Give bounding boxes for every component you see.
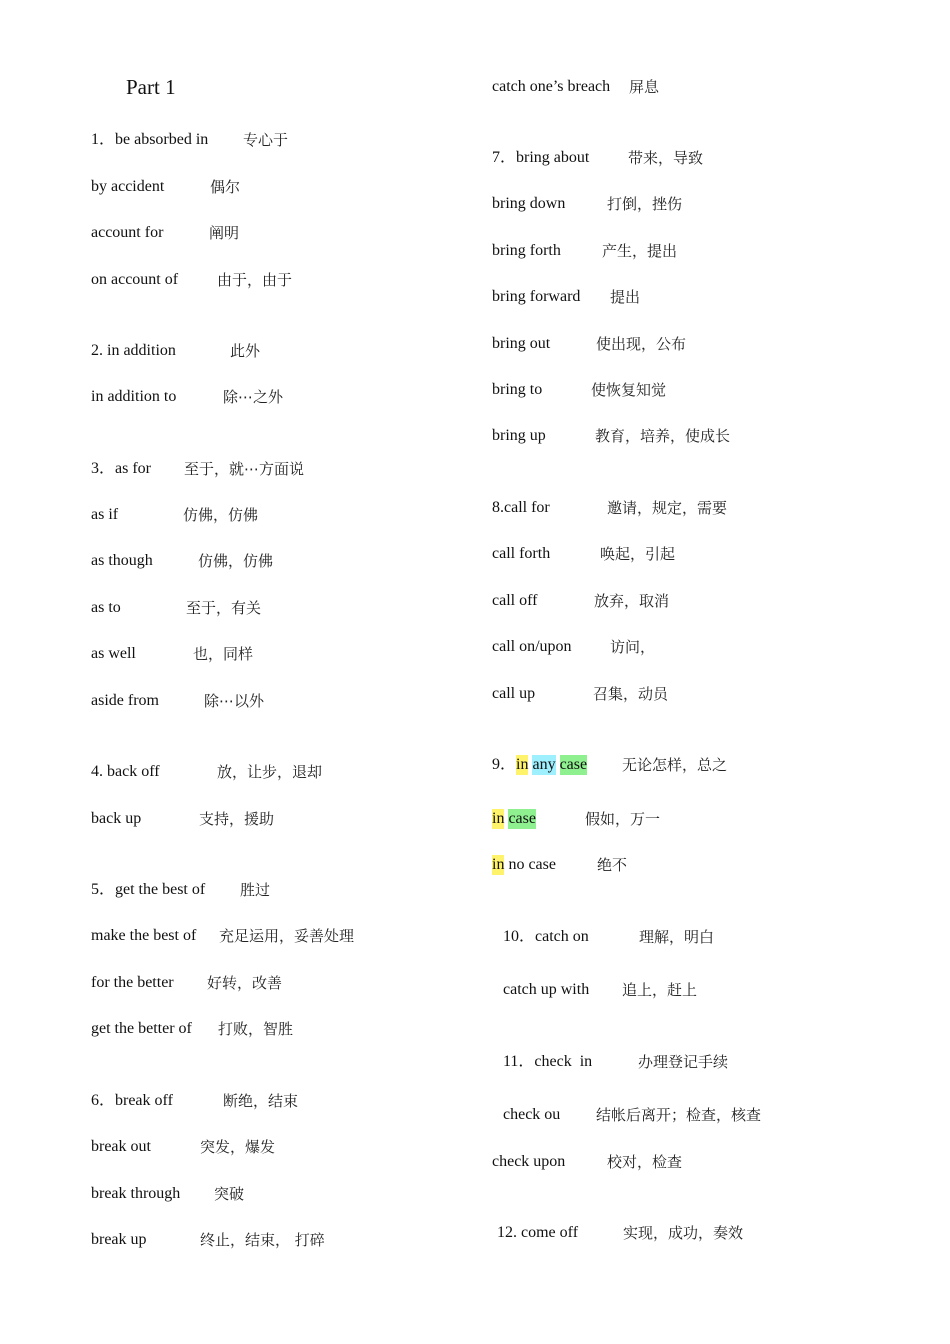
phrase-zh: 放，让步，退却 bbox=[217, 763, 323, 781]
phrase-en: call off bbox=[492, 592, 538, 609]
phrase-entry bbox=[91, 1137, 276, 1157]
phrase-en: 4. back off bbox=[91, 763, 160, 780]
phrase-entry bbox=[492, 684, 669, 704]
phrase-en: bring forth bbox=[492, 242, 561, 259]
phrase-en-number: 9． bbox=[492, 756, 517, 773]
phrase-zh: 绝不 bbox=[597, 856, 628, 874]
phrase-zh: 结帐后离开；检查，核查 bbox=[596, 1106, 762, 1124]
phrase-en: get the better of bbox=[91, 1020, 192, 1037]
highlighted-word: in bbox=[516, 756, 529, 773]
phrase-zh: 胜过 bbox=[240, 881, 271, 899]
phrase-en: in addition to bbox=[91, 388, 177, 405]
phrase-entry bbox=[91, 809, 275, 829]
phrase-entry bbox=[492, 426, 731, 446]
phrase-zh: 好转，改善 bbox=[207, 974, 283, 992]
phrase-entry bbox=[492, 755, 728, 775]
phrase-en: catch up with bbox=[503, 981, 590, 998]
phrase-zh: 支持，援助 bbox=[199, 810, 275, 828]
phrase-zh: 除⋯之外 bbox=[223, 388, 284, 406]
page-title: Part 1 bbox=[126, 75, 176, 99]
phrase-en: 7．bring about bbox=[492, 149, 590, 166]
phrase-zh: 仿佛，仿佛 bbox=[198, 552, 274, 570]
phrase-entry bbox=[91, 177, 241, 197]
phrase-entry bbox=[91, 598, 262, 618]
phrase-zh: 假如，万一 bbox=[585, 810, 661, 828]
phrase-zh: 偶尔 bbox=[210, 178, 241, 196]
highlighted-word: any bbox=[532, 756, 556, 773]
phrase-en: as to bbox=[91, 599, 121, 616]
phrase-en: 12. come off bbox=[497, 1224, 579, 1241]
phrase-en: as if bbox=[91, 506, 119, 523]
phrase-zh: 放弃，取消 bbox=[594, 592, 670, 610]
phrase-zh: 实现，成功，奏效 bbox=[623, 1224, 744, 1242]
phrase-en: 8.call for bbox=[492, 499, 550, 516]
phrase-entry bbox=[492, 637, 656, 657]
phrase-zh: 仿佛，仿佛 bbox=[183, 506, 259, 524]
phrase-en: check ou bbox=[503, 1106, 561, 1123]
phrase-zh: 使恢复知觉 bbox=[591, 381, 667, 399]
phrase-entry bbox=[503, 1105, 762, 1125]
phrase-entry bbox=[91, 270, 293, 290]
phrase-entry bbox=[91, 1184, 245, 1204]
phrase-en: 2. in addition bbox=[91, 342, 176, 359]
phrase-en: 3．as for bbox=[91, 460, 151, 477]
phrase-zh: 打败，智胜 bbox=[218, 1020, 294, 1038]
phrase-entry bbox=[91, 223, 240, 243]
phrase-entry bbox=[91, 880, 271, 900]
phrase-en: catch one’s breach bbox=[492, 78, 611, 95]
phrase-entry bbox=[91, 1091, 299, 1111]
phrase-entry bbox=[503, 927, 715, 947]
phrase-zh: 唤起，引起 bbox=[600, 545, 676, 563]
phrase-en: bring up bbox=[492, 427, 546, 444]
phrase-entry bbox=[492, 287, 641, 307]
phrase-entry bbox=[492, 1152, 683, 1172]
phrase-en: as well bbox=[91, 645, 136, 662]
phrase-en: account for bbox=[91, 224, 164, 241]
phrase-en: on account of bbox=[91, 271, 179, 288]
phrase-en: call forth bbox=[492, 545, 551, 562]
phrase-zh: 打倒，挫伤 bbox=[607, 195, 683, 213]
phrase-en: aside from bbox=[91, 692, 159, 709]
phrase-en: call on/upon bbox=[492, 638, 572, 655]
phrase-entry bbox=[91, 505, 259, 525]
phrase-entry bbox=[91, 762, 323, 782]
phrase-zh: 至于，有关 bbox=[186, 599, 262, 617]
phrase-zh: 屏息 bbox=[629, 78, 660, 96]
phrase-en: check upon bbox=[492, 1153, 566, 1170]
phrase-zh: 专心于 bbox=[243, 131, 289, 149]
phrase-zh: 突发，爆发 bbox=[200, 1138, 276, 1156]
phrase-zh: 此外 bbox=[230, 342, 261, 360]
phrase-zh: 由于，由于 bbox=[217, 271, 293, 289]
phrase-zh: 使出现，公布 bbox=[596, 335, 687, 353]
phrase-entry bbox=[91, 644, 254, 664]
phrase-entry bbox=[497, 1223, 744, 1243]
phrase-entry bbox=[492, 544, 676, 564]
phrase-en: call up bbox=[492, 685, 536, 702]
phrase-en: bring down bbox=[492, 195, 566, 212]
phrase-entry bbox=[91, 130, 289, 150]
phrase-zh: 校对，检查 bbox=[607, 1153, 683, 1171]
phrase-zh: 召集，动员 bbox=[593, 685, 669, 703]
phrase-en: break out bbox=[91, 1138, 151, 1155]
phrase-en: 1．be absorbed in bbox=[91, 131, 209, 148]
phrase-zh: 充足运用，妥善处理 bbox=[219, 927, 355, 945]
phrase-entry bbox=[492, 194, 683, 214]
phrase-entry bbox=[91, 926, 355, 946]
phrase-zh: 断绝，结束 bbox=[223, 1092, 299, 1110]
phrase-entry bbox=[492, 148, 704, 168]
phrase-en: break through bbox=[91, 1185, 181, 1202]
phrase-en: no case bbox=[504, 856, 556, 873]
phrase-entry bbox=[503, 1052, 729, 1072]
phrase-en: break up bbox=[91, 1231, 147, 1248]
phrase-en: 6．break off bbox=[91, 1092, 173, 1109]
phrase-entry bbox=[503, 980, 698, 1000]
highlighted-word: in bbox=[492, 856, 505, 873]
phrase-en: as though bbox=[91, 552, 153, 569]
phrase-entry bbox=[492, 855, 628, 875]
phrase-entry bbox=[91, 1019, 294, 1039]
phrase-entry bbox=[91, 551, 274, 571]
phrase-en: by accident bbox=[91, 178, 165, 195]
phrase-zh: 除⋯以外 bbox=[204, 692, 265, 710]
phrase-entry bbox=[492, 241, 678, 261]
phrase-en: bring to bbox=[492, 381, 543, 398]
phrase-entry bbox=[492, 380, 667, 400]
phrase-zh: 突破 bbox=[214, 1185, 245, 1203]
highlighted-word: in bbox=[492, 810, 505, 827]
phrase-zh: 邀请，规定，需要 bbox=[607, 499, 728, 517]
phrase-en: 5．get the best of bbox=[91, 881, 206, 898]
phrase-zh: 教育，培养，使成长 bbox=[595, 427, 731, 445]
phrase-entry bbox=[492, 591, 670, 611]
phrase-entry bbox=[492, 809, 661, 829]
phrase-zh: 追上，赶上 bbox=[622, 981, 698, 999]
phrase-zh: 提出 bbox=[610, 288, 641, 306]
phrase-zh: 终止，结束， 打碎 bbox=[200, 1231, 325, 1249]
phrase-zh: 阐明 bbox=[209, 224, 240, 242]
phrase-entry bbox=[91, 341, 261, 361]
phrase-entry bbox=[492, 498, 728, 518]
phrase-entry bbox=[492, 334, 687, 354]
phrase-entry bbox=[91, 387, 284, 407]
phrase-en: for the better bbox=[91, 974, 174, 991]
phrase-en: 11．check in bbox=[503, 1053, 593, 1070]
phrase-zh: 至于，就⋯方面说 bbox=[184, 460, 305, 478]
phrase-entry bbox=[91, 1230, 325, 1250]
phrase-zh: 无论怎样，总之 bbox=[622, 756, 728, 774]
phrase-zh: 办理登记手续 bbox=[638, 1053, 729, 1071]
phrase-zh: 产生，提出 bbox=[602, 242, 678, 260]
phrase-en: make the best of bbox=[91, 927, 197, 944]
phrase-en: bring forward bbox=[492, 288, 581, 305]
phrase-zh: 访问， bbox=[610, 638, 656, 656]
phrase-zh: 理解，明白 bbox=[639, 928, 715, 946]
phrase-zh: 带来，导致 bbox=[628, 149, 704, 167]
phrase-en: bring out bbox=[492, 335, 551, 352]
phrase-en: back up bbox=[91, 810, 142, 827]
phrase-entry bbox=[91, 459, 305, 479]
phrase-entry bbox=[492, 77, 660, 97]
phrase-entry bbox=[91, 691, 265, 711]
phrase-zh: 也，同样 bbox=[193, 645, 254, 663]
highlighted-word: case bbox=[559, 756, 588, 773]
phrase-entry bbox=[91, 973, 283, 993]
phrase-en: 10．catch on bbox=[503, 928, 589, 945]
highlighted-word: case bbox=[508, 810, 536, 827]
